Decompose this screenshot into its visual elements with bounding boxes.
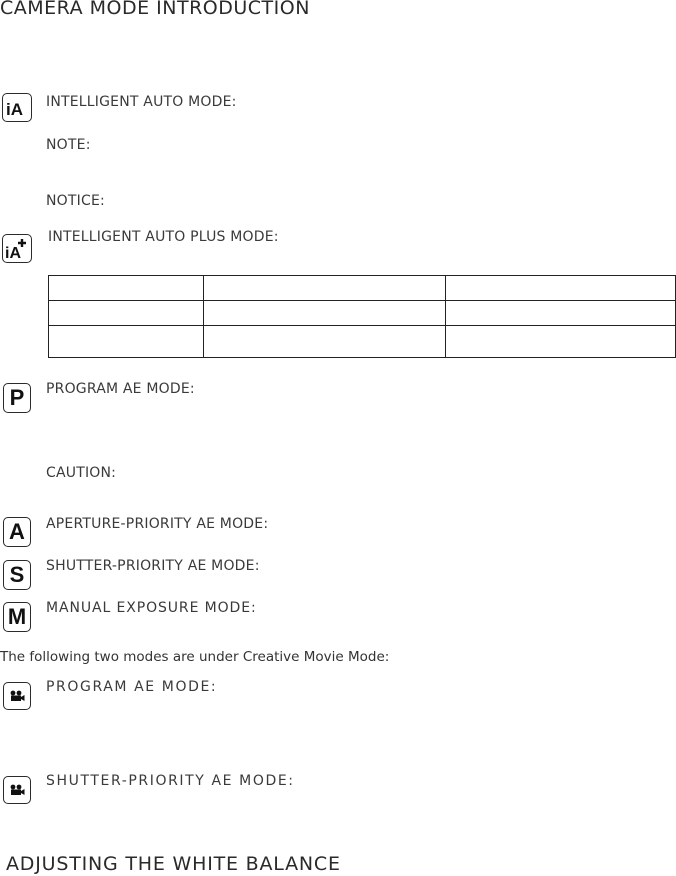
movie-mode-intro: The following two modes are under Creative Movie Mode: bbox=[0, 649, 390, 665]
scene-table bbox=[48, 275, 676, 358]
intelligent-auto-plus-mode-label: INTELLIGENT AUTO PLUS MODE: bbox=[48, 229, 279, 245]
s-icon: S bbox=[3, 560, 31, 590]
movie-shutter-priority-mode-label: SHUTTER-PRIORITY AE MODE: bbox=[46, 773, 295, 789]
table-cell bbox=[446, 301, 676, 326]
notice-label: NOTICE: bbox=[46, 193, 105, 209]
table-cell bbox=[49, 276, 204, 301]
a-icon: A bbox=[3, 517, 31, 547]
table-cell bbox=[204, 301, 446, 326]
table-cell bbox=[49, 326, 204, 358]
manual-exposure-mode-label: MANUAL EXPOSURE MODE: bbox=[46, 600, 257, 616]
table-cell bbox=[446, 326, 676, 358]
movie-program-ae-mode-label: PROGRAM AE MODE: bbox=[46, 679, 218, 695]
note-label: NOTE: bbox=[46, 137, 91, 153]
program-ae-mode-label: PROGRAM AE MODE: bbox=[46, 381, 195, 397]
intelligent-auto-mode-label: INTELLIGENT AUTO MODE: bbox=[46, 94, 237, 110]
svg-text:iA: iA bbox=[6, 99, 23, 118]
ia-plus-icon bbox=[2, 234, 32, 263]
page-title: CAMERA MODE INTRODUCTION bbox=[0, 0, 310, 19]
table-cell bbox=[446, 276, 676, 301]
table-cell bbox=[204, 326, 446, 358]
movie-camera-icon bbox=[3, 776, 31, 804]
ia-icon bbox=[2, 93, 32, 122]
table-cell bbox=[204, 276, 446, 301]
movie-camera-icon bbox=[3, 682, 31, 710]
table-row bbox=[49, 276, 676, 301]
m-icon: M bbox=[3, 602, 31, 632]
table-row bbox=[49, 326, 676, 358]
aperture-priority-mode-label: APERTURE-PRIORITY AE MODE: bbox=[46, 516, 269, 532]
p-icon: P bbox=[3, 383, 31, 413]
shutter-priority-mode-label: SHUTTER-PRIORITY AE MODE: bbox=[46, 558, 260, 574]
section-heading-white-balance: ADJUSTING THE WHITE BALANCE bbox=[6, 853, 341, 875]
caution-label: CAUTION: bbox=[46, 465, 117, 481]
table-cell bbox=[49, 301, 204, 326]
svg-text:iA: iA bbox=[5, 244, 21, 261]
table-row bbox=[49, 301, 676, 326]
